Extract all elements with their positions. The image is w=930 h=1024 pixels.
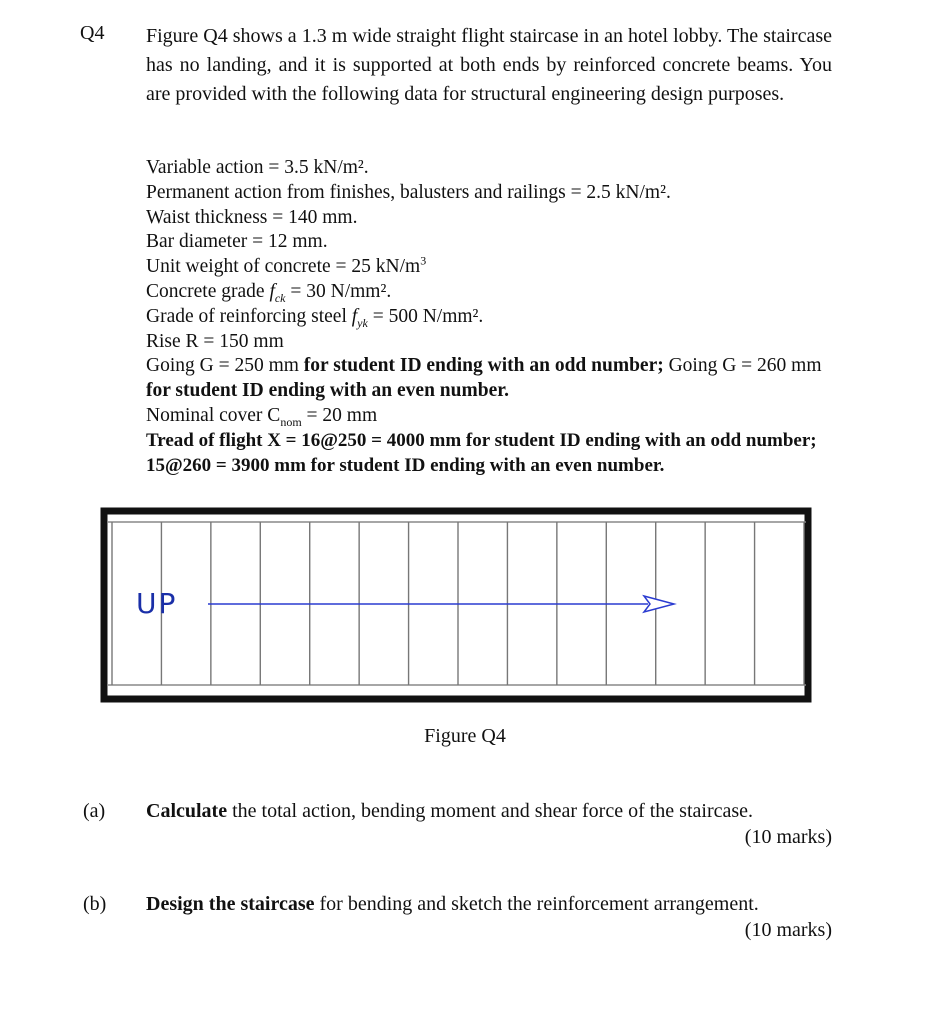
concrete-grade-value: = 30 N/mm². bbox=[285, 280, 392, 302]
variable-action: Variable action = 3.5 kN/m². bbox=[146, 157, 369, 178]
unit-weight-sup: 3 bbox=[420, 253, 427, 268]
going bbox=[146, 354, 846, 404]
steel-grade-value: = 500 N/mm². bbox=[367, 305, 484, 327]
design-data-list bbox=[146, 156, 846, 478]
part-b-marks: (10 marks) bbox=[744, 919, 832, 941]
question-intro: Figure Q4 shows a 1.3 m wide straight flight staircase in an hotel lobby. The staircase has no landing, and it is supported at both ends by reinforced concrete beams. You are provided with the following data for structural engineering design purposes. bbox=[146, 25, 832, 105]
part-a-rest: the total action, bending moment and shear force of the staircase. bbox=[227, 800, 754, 822]
part-a-label: (a) bbox=[83, 800, 106, 822]
steel-grade-sub: yk bbox=[357, 315, 368, 330]
bar-diameter: Bar diameter = 12 mm. bbox=[146, 231, 328, 253]
going-even: for student ID ending with an even number. bbox=[146, 380, 509, 402]
part-b-text bbox=[146, 893, 759, 916]
part-b-bold: Design the staircase bbox=[146, 893, 315, 915]
concrete-grade-sub: ck bbox=[274, 290, 286, 305]
staircase-plan-drawing bbox=[100, 507, 812, 703]
part-a-marks: (10 marks) bbox=[744, 826, 832, 848]
permanent-action: Permanent action from finishes, balusters and railings = 2.5 kN/m². bbox=[146, 181, 671, 203]
flight-outline bbox=[104, 511, 808, 699]
cover-label: Nominal cover C bbox=[146, 404, 281, 426]
cover-sub: nom bbox=[280, 414, 302, 429]
concrete-grade bbox=[146, 280, 846, 305]
concrete-grade-label: Concrete grade bbox=[146, 280, 270, 302]
up-label: UP bbox=[136, 587, 178, 620]
tread-of-flight: Tread of flight X = 16@250 = 4000 mm for student ID ending with an odd number; 15@260 = 3900 mm for student ID ending with an even number. bbox=[146, 429, 817, 476]
staircase-figure bbox=[100, 507, 812, 703]
unit-weight-text: Unit weight of concrete = 25 kN/m bbox=[146, 256, 421, 278]
going-part-1: Going G = 250 mm bbox=[146, 355, 304, 377]
going-odd: for student ID ending with an odd number; bbox=[303, 355, 664, 377]
part-a-bold: Calculate bbox=[146, 800, 228, 822]
part-b-label: (b) bbox=[83, 893, 107, 915]
question-number: Q4 bbox=[80, 22, 105, 44]
steel-grade bbox=[146, 305, 846, 330]
steel-grade-label: Grade of reinforcing steel bbox=[146, 305, 352, 327]
concrete-grade-symbol: f bbox=[269, 280, 275, 302]
cover-value: = 20 mm bbox=[301, 404, 378, 426]
steel-grade-symbol: f bbox=[351, 305, 358, 327]
part-b-rest: for bending and sketch the reinforcement arrangement. bbox=[314, 893, 759, 915]
part-a-text bbox=[146, 800, 753, 823]
figure-caption: Figure Q4 bbox=[424, 725, 506, 747]
unit-weight bbox=[146, 255, 846, 280]
going-part-2: Going G = 260 mm bbox=[663, 355, 822, 377]
nominal-cover bbox=[146, 404, 846, 429]
rise: Rise R = 150 mm bbox=[146, 330, 284, 352]
waist-thickness: Waist thickness = 140 mm. bbox=[146, 206, 358, 228]
